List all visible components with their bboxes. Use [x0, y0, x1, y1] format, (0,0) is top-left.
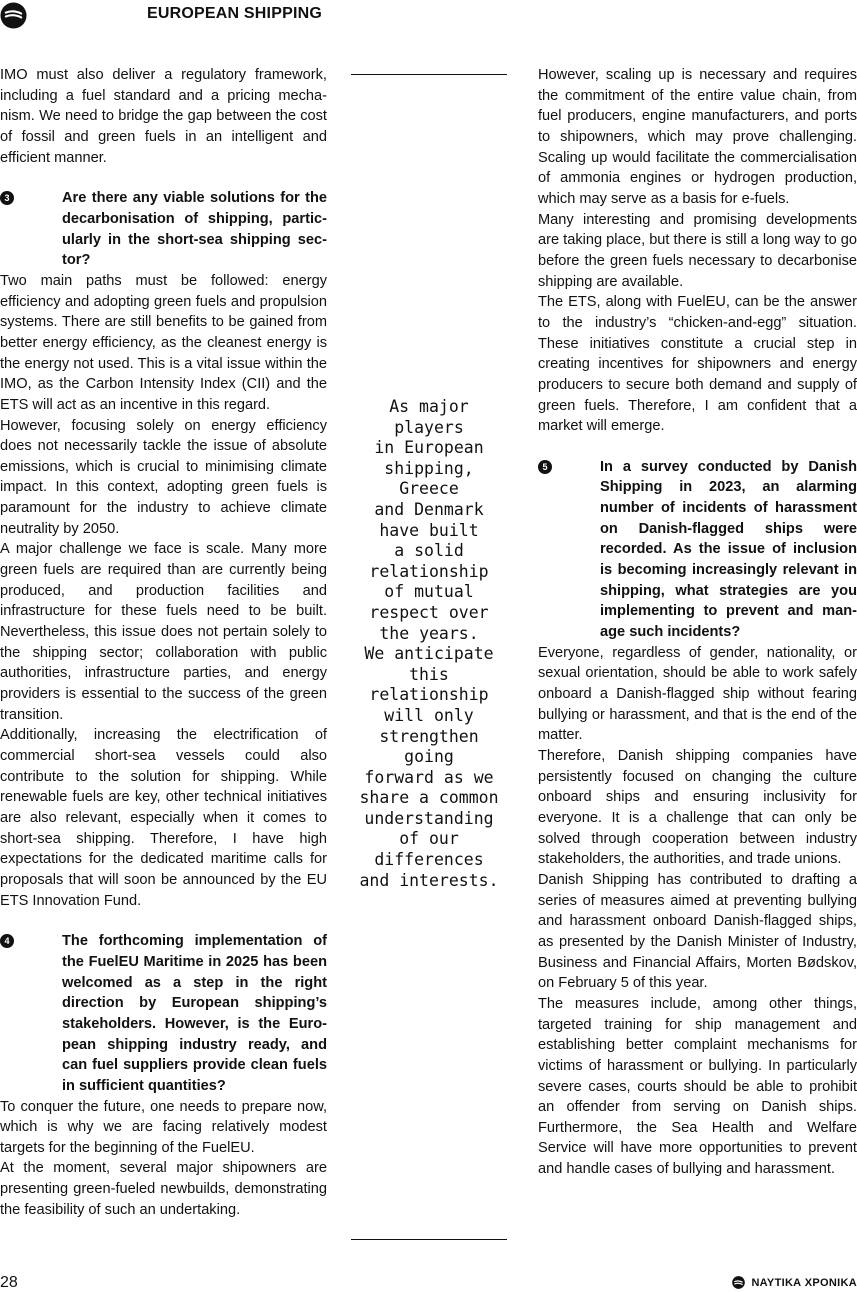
page-number: 28 — [0, 1274, 18, 1291]
answer-paragraph: A major challenge we face is scale. Many more green fuels are required than are currently being produced, and production facilities and infrastructure for these fuels need to be built. Nevertheless, this issue does not pertain solely to the shipping sector; collaboration with public authorities, infrastructure parties, and energy providers is essential to the success of the green transition. — [0, 541, 327, 723]
answer-paragraph: Therefore, Danish shipping companies have persistently focused on changing the culture onboard ships and ensuring inclusivity for everyone. It is a challenge that can only be solved through cooperation between industry stakeholders, the authorities, and trade unions. — [538, 748, 857, 868]
question-text: The forthcoming implementation of the FuelEU Maritime in 2025 has been welcomed as a step in the right direction by European shipping’s stakeholders. However, is the European shipping industry ready, and can fuel suppliers provide clean fuels in sufficient quantities? — [62, 933, 327, 1094]
left-column — [0, 65, 327, 1220]
ship-wave-logo-icon — [0, 2, 27, 29]
brand-name: ΝΑΥΤΙΚΑ ΧΡΟΝΙΚΑ — [751, 1276, 857, 1289]
answer-paragraph: Two main paths must be followed: energy efficiency and adopting green fuels and propulsion systems. There are still benefits to be gained from better energy efficiency, as the cleanest energy is the energy not used. This is a vital issue within the IMO, as the Carbon Intensity Index (CII) and the ETS will act as an incentive in this regard. — [0, 272, 327, 413]
answer-paragraph: The ETS, along with FuelEU, can be the answer to the industry’s “chicken-and-egg” situation. These initiatives constitute a crucial step in creating incentives for shipowners and energy producers to secure both demand and supply of green fuels. Therefore, I am confident that a market will emerge. — [538, 294, 857, 435]
question-number-badge: 5 — [538, 460, 552, 474]
answer-paragraph: Additionally, increasing the electrification of commercial short-sea vessels could also contribute to the solution for shipping. While renewable fuels are key, other technical initiatives are also relevant, especially when it comes to short-sea shipping. Therefore, I have high expectations for the dedicated maritime calls for proposals that will soon be announced by the EU ETS Innovation Fund. — [0, 727, 327, 909]
answer-paragraph: However, scaling up is necessary and requires the commitment of the entire value chain, from fuel producers, engine manufacturers, and ports to shipowners, which may prove challenging. Scaling up would facilitate the commercialisation of ammonia engines or hydrogen production, which may serve as a basis for e-fuels. — [538, 67, 857, 207]
question-3 — [0, 188, 327, 271]
answer-paragraph: Many interesting and promising developments are taking place, but there is still a long way to go before the green fuels necessary to decarbonise shipping are available. — [538, 211, 857, 290]
question-4 — [0, 931, 327, 1096]
brand-logo-icon — [732, 1276, 745, 1289]
top-divider — [351, 74, 507, 75]
right-column — [538, 65, 857, 1180]
answer-paragraph: Danish Shipping has contributed to drafting a series of measures aimed at preventing bullying and harassment onboard Danish-flagged ships, as presented by the Danish Minister of Industry, Business and Financial Affairs, Morten Bødskov, on February 5 of this year. — [538, 871, 857, 992]
question-5 — [538, 457, 857, 643]
answer-paragraph: However, focusing solely on energy efficiency does not necessarily tackle the issue of absolute emissions, which is crucial to minimising climate impact. In this context, adopting green fuels is paramount for the industry to achieve climate neutrality by 2050. — [0, 417, 327, 537]
question-number-badge: 4 — [0, 934, 14, 948]
answer-paragraph: The measures include, among other things, targeted training for ship management and establishing better complaint mechanisms for victims of harassment or bullying. In particularly severe cases, courts should be able to prohibit an offender from serving on Danish ships. Furthermore, the Sea Health and Welfare Service will have more opportunities to prevent and handle cases of bullying and harassment. — [538, 995, 857, 1178]
question-text: In a survey conducted by Danish Shipping in 2023, an alarming number of incidents of harassment on Danish-flagged ships were recorded. As the issue of inclusion is becoming increasingly relevant in shipping, what strategies are you implementing to prevent and manage such incidents? — [600, 458, 857, 641]
section-title: EUROPEAN SHIPPING — [147, 5, 322, 22]
pull-quote: As major players in European shipping, Greece and Denmark have built a solid relationship of mutual respect over the years. We anticipate this relationship will only strengthen going forward as we share a common understanding of our differences and interests. — [359, 397, 499, 890]
answer-paragraph: Everyone, regardless of gender, nationality, or sexual orientation, should be able to work safely onboard a Danish-flagged ship without fearing bullying or harassment, and that is the end of the matter. — [538, 644, 857, 744]
question-text: Are there any viable solutions for the decarbonisation of shipping, particularly in the short-sea shipping sector? — [62, 190, 327, 269]
question-number-badge: 3 — [0, 191, 14, 205]
intro-paragraph: IMO must also deliver a regulatory framework, including a fuel standard and a pricing mechanism. We need to bridge the gap between the cost of fossil and green fuels in an intelligent and efficient manner. — [0, 67, 327, 166]
page-header — [0, 0, 857, 36]
answer-paragraph: To conquer the future, one needs to prepare now, which is why we are facing relatively modest targets for the beginning of the FuelEU. — [0, 1098, 327, 1156]
bottom-divider — [351, 1239, 507, 1240]
footer-brand — [732, 1276, 857, 1289]
answer-paragraph: At the moment, several major shipowners are presenting green-fueled newbuilds, demonstrating the feasibility of such an undertaking. — [0, 1160, 327, 1218]
